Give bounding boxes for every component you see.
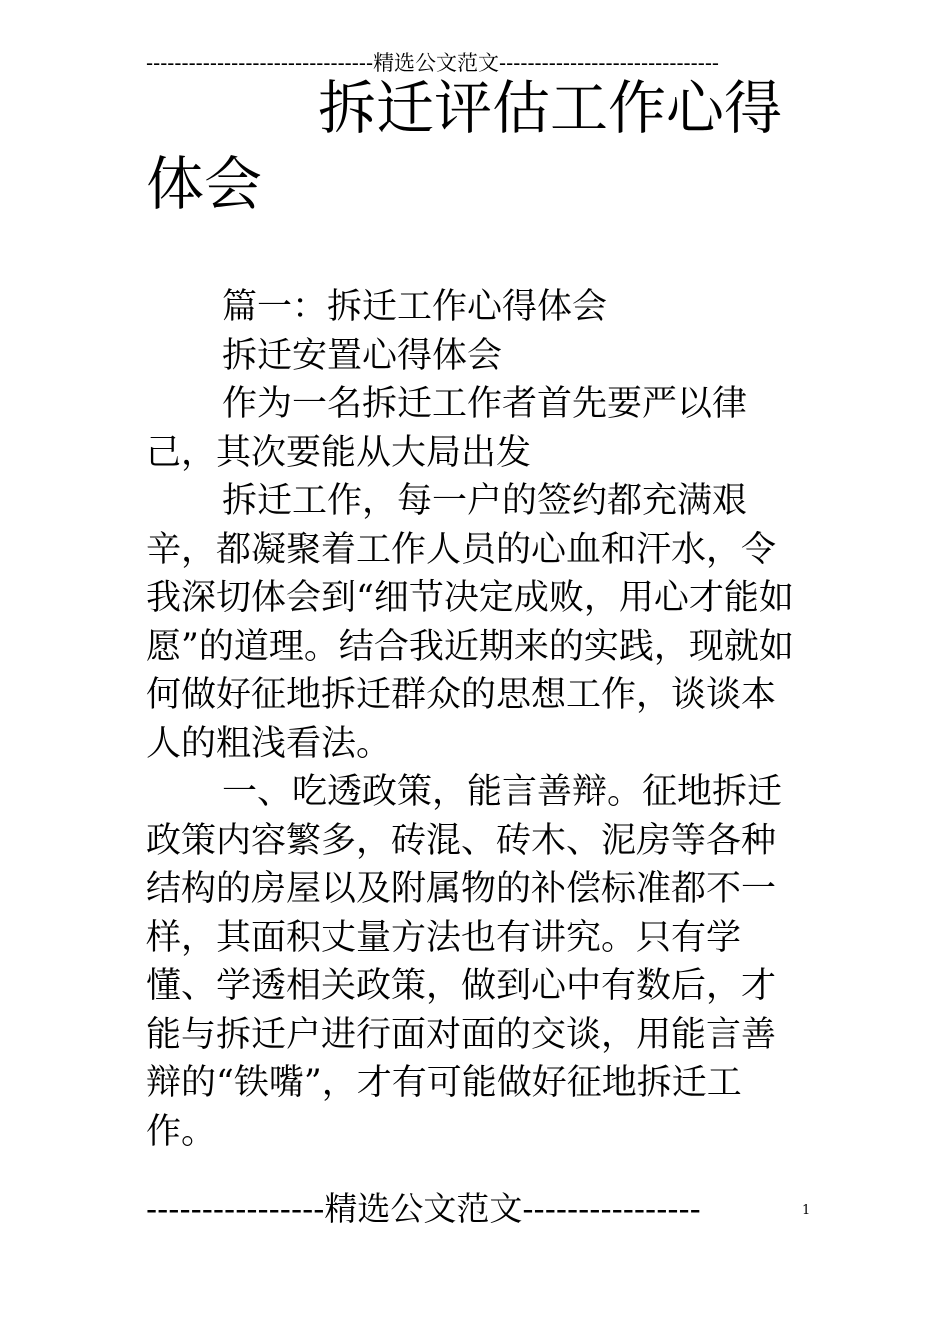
body-paragraph: 一、吃透政策，能言善辩。征地拆迁政策内容繁多，砖混、砖木、泥房等各种结构的房屋以及附属物的补偿标准都不一样，其面积丈量方法也有讲究。只有学懂、学透相关政策，做到心中有数后，才能与拆迁户进行面对面的交谈，用能言善辩的“铁嘴”，才有可能做好征地拆迁工作。 <box>146 772 783 1152</box>
document-title <box>146 70 806 222</box>
section-heading: 篇一：拆迁工作心得体会 <box>222 287 608 327</box>
title-text: 拆迁评估工作心得体会 <box>146 74 783 218</box>
page-header: --------------------------------精选公文范文------------------------------- <box>146 51 720 75</box>
document-body <box>146 283 810 1156</box>
subheading: 拆迁安置心得体会 <box>222 335 503 376</box>
page-number: 1 <box>802 1203 811 1218</box>
body-paragraph: 作为一名拆迁工作者首先要严以律己，其次要能从大局出发 <box>146 384 748 473</box>
page-footer: ----------------精选公文范文---------------- <box>146 1189 701 1228</box>
body-paragraph: 拆迁工作，每一户的签约都充满艰辛，都凝聚着工作人员的心血和汗水，令我深切体会到“细节决定成败，用心才能如愿”的道理。结合我近期来的实践，现就如何做好征地拆迁群众的思想工作，谈谈本人的粗浅看法。 <box>146 481 794 764</box>
